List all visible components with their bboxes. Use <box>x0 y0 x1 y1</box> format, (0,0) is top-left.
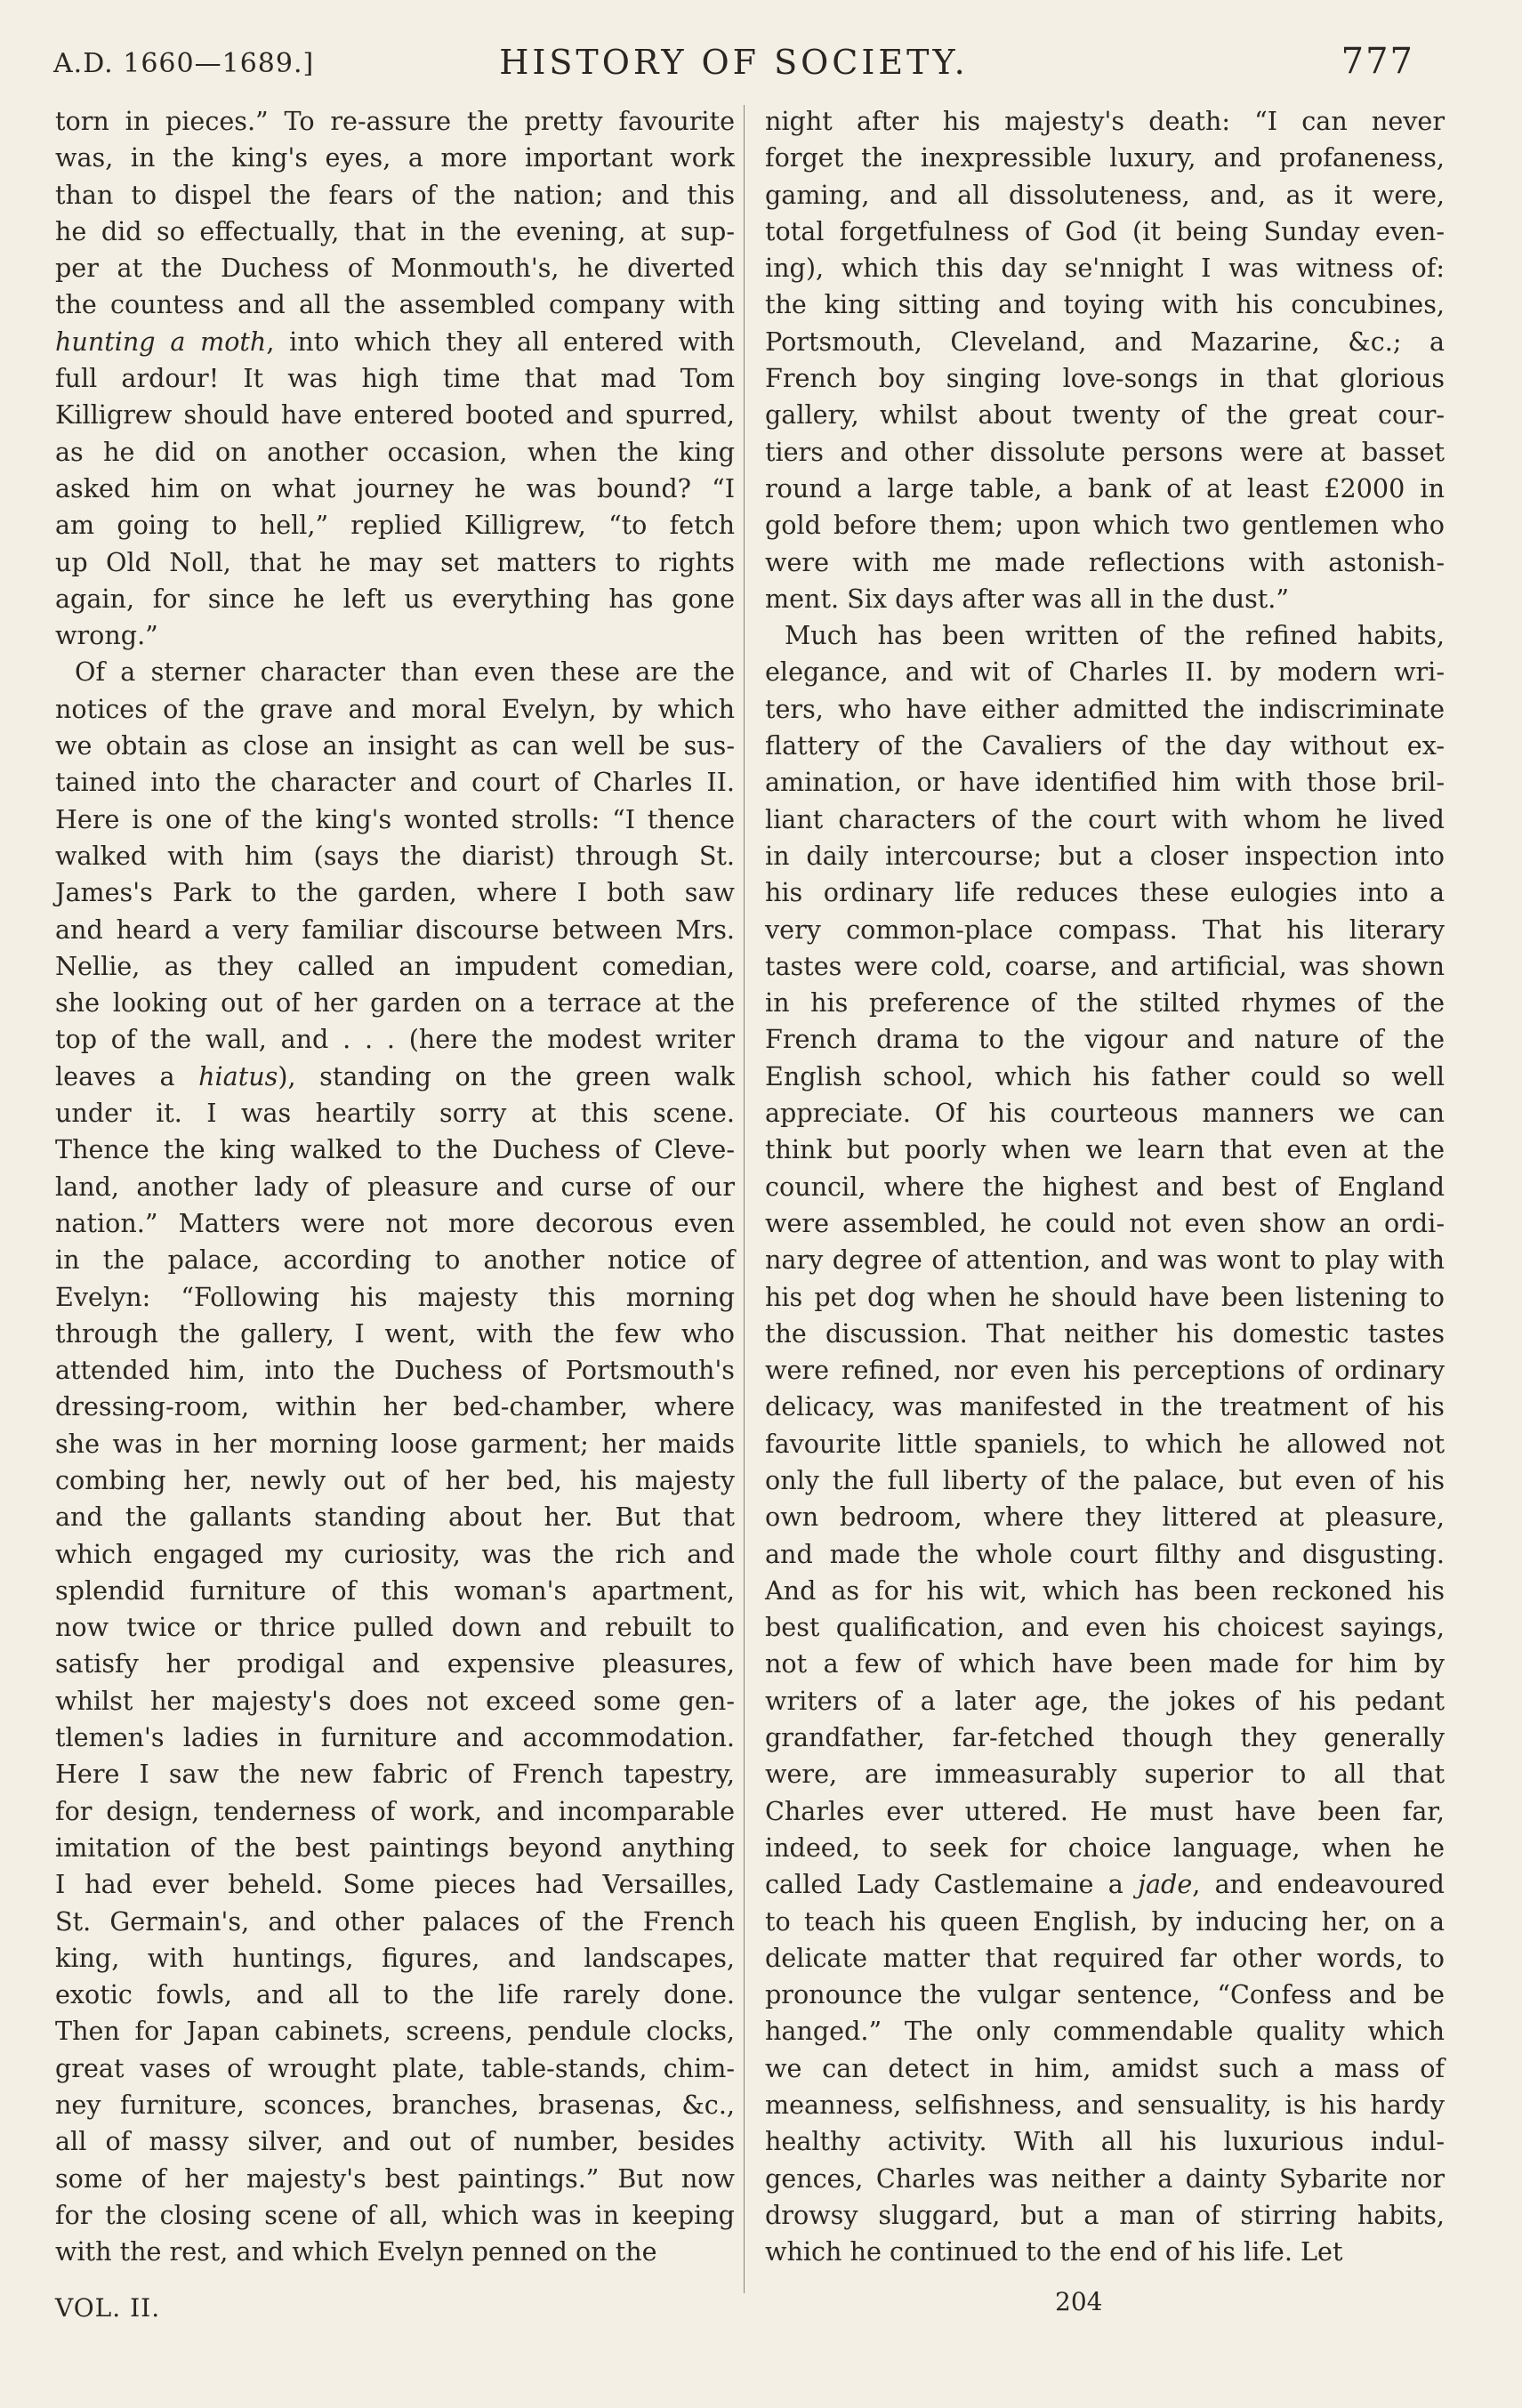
text-line: Killigrew should have entered booted and spurred, <box>55 399 735 431</box>
text-line: per at the Duchess of Monmouth's, he diverted <box>55 253 735 284</box>
text-line: delicacy, was manifested in the treatment of his <box>765 1391 1445 1422</box>
text-line: were refined, nor even his perceptions of ordinary <box>765 1355 1445 1386</box>
text-line: very common-place compass. That his literary <box>765 914 1445 945</box>
text-line: again, for since he left us everything has gone <box>55 583 735 614</box>
text-line: Nellie, as they called an impudent comedian, <box>55 950 735 981</box>
text-line: best qualification, and even his choicest sayings, <box>765 1612 1445 1643</box>
text-line: top of the wall, and . . . (here the modest writer <box>55 1024 735 1055</box>
text-line: Charles ever uttered. He must have been far, <box>765 1795 1445 1826</box>
text-line: all of massy silver, and out of number, besides <box>55 2126 735 2157</box>
text-line: Then for Japan cabinets, screens, pendule clocks, <box>55 2016 735 2047</box>
text-line: hunting a moth, into which they all entered with <box>55 326 735 357</box>
text-line: dressing-room, within her bed-chamber, where <box>55 1391 735 1422</box>
text-line: tastes were cold, coarse, and artificial, was shown <box>765 950 1445 981</box>
text-line: asked him on what journey he was bound? “I <box>55 472 735 503</box>
text-line: up Old Noll, that he may set matters to rights <box>55 546 735 577</box>
text-line: now twice or thrice pulled down and rebuilt to <box>55 1612 735 1643</box>
text-line: only the full liberty of the palace, but even of his <box>765 1464 1445 1495</box>
text-line: to teach his queen English, by inducing her, on a <box>765 1905 1445 1937</box>
text-line: round a large table, a bank of at least £2000 in <box>765 472 1445 503</box>
text-line: night after his majesty's death: “I can never <box>765 106 1445 136</box>
text-line: favourite little spaniels, to which he allowed not <box>765 1428 1445 1459</box>
text-line: James's Park to the garden, where I both saw <box>55 877 735 908</box>
text-line: and the gallants standing about her. But that <box>55 1502 735 1533</box>
signature-mark: 204 <box>1055 2287 1103 2316</box>
text-line: under it. I was heartily sorry at this scene. <box>55 1098 735 1129</box>
text-line: I had ever beheld. Some pieces had Versailles, <box>55 1869 735 1900</box>
text-line: wrong.” <box>55 620 158 651</box>
text-line: Portsmouth, Cleveland, and Mazarine, &c.; a <box>765 326 1445 357</box>
text-line: called Lady Castlemaine a jade, and endeavoured <box>765 1869 1445 1900</box>
left-column <box>55 103 735 2271</box>
text-line: think but poorly when we learn that even at the <box>765 1134 1445 1165</box>
text-line: torn in pieces.” To re-assure the pretty favourite <box>55 106 735 136</box>
text-line: Here is one of the king's wonted strolls: “I thence <box>55 803 735 834</box>
text-line: were, are immeasurably superior to all that <box>765 1759 1445 1790</box>
text-line: satisfy her prodigal and expensive pleasures, <box>55 1648 735 1679</box>
text-line: whilst her majesty's does not exceed some gen- <box>55 1685 735 1716</box>
running-title: HISTORY OF SOCIETY. <box>499 43 969 82</box>
text-line: nation.” Matters were not more decorous even <box>55 1207 735 1238</box>
text-line: gallery, whilst about twenty of the great cour- <box>765 399 1445 431</box>
text-line: Of a sterner character than even these are the <box>75 656 735 688</box>
volume-label: VOL. II. <box>55 2293 161 2323</box>
text-line: she was in her morning loose garment; her maids <box>55 1428 735 1459</box>
text-line: ing), which this day se'nnight I was witness of: <box>765 253 1445 284</box>
text-line: land, another lady of pleasure and curse of our <box>55 1171 735 1202</box>
text-line: liant characters of the court with whom he lived <box>765 803 1445 834</box>
text-line: indeed, to seek for choice language, when he <box>765 1832 1445 1863</box>
text-line: total forgetfulness of God (it being Sunday even- <box>765 215 1445 246</box>
text-line: some of her majesty's best paintings.” But now <box>55 2162 735 2194</box>
text-line: grandfather, far-fetched though they generally <box>765 1722 1445 1753</box>
text-line: writers of a later age, the jokes of his pedant <box>765 1685 1445 1716</box>
text-line: healthy activity. With all his luxurious indul- <box>765 2126 1445 2157</box>
text-line: walked with him (says the diarist) through St. <box>55 840 735 871</box>
text-line: am going to hell,” replied Killigrew, “to fetch <box>55 510 735 541</box>
text-line: amination, or have identified him with those bril- <box>765 767 1445 798</box>
text-line: not a few of which have been made for him by <box>765 1648 1445 1679</box>
page-number: 777 <box>1341 41 1414 82</box>
text-line: nary degree of attention, and was wont to play with <box>765 1244 1445 1276</box>
text-line: leaves a hiatus), standing on the green walk <box>55 1060 736 1091</box>
text-line: And as for his wit, which has been reckoned his <box>765 1574 1445 1606</box>
text-line: the discussion. That neither his domestic tastes <box>765 1317 1445 1349</box>
text-line: his ordinary life reduces these eulogies into a <box>765 877 1445 908</box>
text-line: Here I saw the new fabric of French tapestry, <box>55 1759 735 1790</box>
text-line: she looking out of her garden on a terrace at the <box>55 987 735 1019</box>
text-line: his pet dog when he should have been listening to <box>765 1281 1445 1312</box>
text-line: Evelyn: “Following his majesty this morning <box>55 1281 735 1312</box>
text-line: were with me made reflections with astonish- <box>765 546 1445 577</box>
text-line: attended him, into the Duchess of Portsmouth's <box>55 1355 735 1386</box>
text-line: forget the inexpressible luxury, and profaneness, <box>765 142 1445 173</box>
text-line: gaming, and all dissoluteness, and, as it were, <box>765 179 1445 210</box>
text-line: was, in the king's eyes, a more important work <box>55 142 735 173</box>
text-line: French drama to the vigour and nature of the <box>765 1024 1445 1055</box>
text-line: French boy singing love-songs in that glorious <box>765 363 1445 394</box>
text-line: which he continued to the end of his life. Let <box>765 2236 1343 2267</box>
text-line: meanness, selfishness, and sensuality, is his hardy <box>765 2090 1445 2121</box>
text-line: council, where the highest and best of England <box>765 1171 1445 1202</box>
text-line: for the closing scene of all, which was in keeping <box>55 2199 735 2230</box>
text-line: we can detect in him, amidst such a mass of <box>765 2052 1445 2083</box>
text-line: in his preference of the stilted rhymes of the <box>765 987 1445 1019</box>
text-line: delicate matter that required far other words, to <box>765 1942 1445 1973</box>
text-line: for design, tenderness of work, and incomparable <box>55 1795 735 1826</box>
text-line: gences, Charles was neither a dainty Sybarite nor <box>765 2162 1445 2194</box>
text-line: tlemen's ladies in furniture and accommodation. <box>55 1722 735 1753</box>
text-line: the countess and all the assembled company with <box>55 289 735 320</box>
text-line: than to dispel the fears of the nation; and this <box>55 179 735 210</box>
text-line: combing her, newly out of her bed, his majesty <box>55 1464 735 1495</box>
text-line: in daily intercourse; but a closer inspection into <box>765 840 1445 871</box>
page-header <box>53 37 1414 91</box>
header-date-range: A.D. 1660—1689.] <box>53 48 315 79</box>
text-line: English school, which his father could so well <box>765 1060 1445 1091</box>
text-line: through the gallery, I went, with the few who <box>55 1317 735 1349</box>
text-line: elegance, and wit of Charles II. by modern wri- <box>765 656 1445 688</box>
text-line: gold before them; upon which two gentlemen who <box>765 510 1445 541</box>
text-line: and made the whole court filthy and disgusting. <box>765 1538 1445 1569</box>
text-line: the king sitting and toying with his concubines, <box>765 289 1445 320</box>
text-line: notices of the grave and moral Evelyn, by which <box>55 693 735 724</box>
column-divider <box>744 105 745 2293</box>
text-line: he did so effectually, that in the evening, at sup- <box>55 215 735 246</box>
right-column <box>765 103 1445 2271</box>
text-line: Thence the king walked to the Duchess of Cleve- <box>55 1134 735 1165</box>
text-line: Much has been written of the refined habits, <box>785 620 1445 651</box>
text-line: exotic fowls, and all to the life rarely done. <box>55 1979 735 2010</box>
text-line: splendid furniture of this woman's apartment, <box>55 1574 735 1606</box>
text-line: ment. Six days after was all in the dust.” <box>765 583 1290 614</box>
text-line: in the palace, according to another notice of <box>55 1244 735 1276</box>
text-line: were assembled, he could not even show an ordi- <box>765 1207 1445 1238</box>
text-line: and heard a very familiar discourse between Mrs. <box>55 914 735 945</box>
text-line: as he did on another occasion, when the king <box>55 436 735 467</box>
text-line: full ardour! It was high time that mad Tom <box>55 363 735 394</box>
text-line: with the rest, and which Evelyn penned on the <box>55 2236 657 2267</box>
text-line: king, with huntings, figures, and landscapes, <box>55 1942 735 1973</box>
text-line: ney furniture, sconces, branches, brasenas, &c., <box>55 2090 735 2121</box>
text-line: imitation of the best paintings beyond anything <box>55 1832 735 1863</box>
text-line: tained into the character and court of Charles II. <box>55 767 735 798</box>
text-line: great vases of wrought plate, table-stands, chim- <box>55 2052 735 2083</box>
text-line: ters, who have either admitted the indiscriminate <box>765 693 1445 724</box>
text-line: pronounce the vulgar sentence, “Confess and be <box>765 1979 1445 2010</box>
text-line: drowsy sluggard, but a man of stirring habits, <box>765 2199 1445 2230</box>
text-line: which engaged my curiosity, was the rich and <box>55 1538 735 1569</box>
text-line: St. Germain's, and other palaces of the French <box>55 1905 735 1937</box>
text-line: flattery of the Cavaliers of the day without ex- <box>765 730 1445 761</box>
text-line: hanged.” The only commendable quality which <box>765 2016 1445 2047</box>
text-line: we obtain as close an insight as can well be sus- <box>55 730 735 761</box>
text-line: tiers and other dissolute persons were at basset <box>765 436 1445 467</box>
text-line: appreciate. Of his courteous manners we can <box>765 1098 1445 1129</box>
text-line: own bedroom, where they littered at pleasure, <box>765 1502 1445 1533</box>
